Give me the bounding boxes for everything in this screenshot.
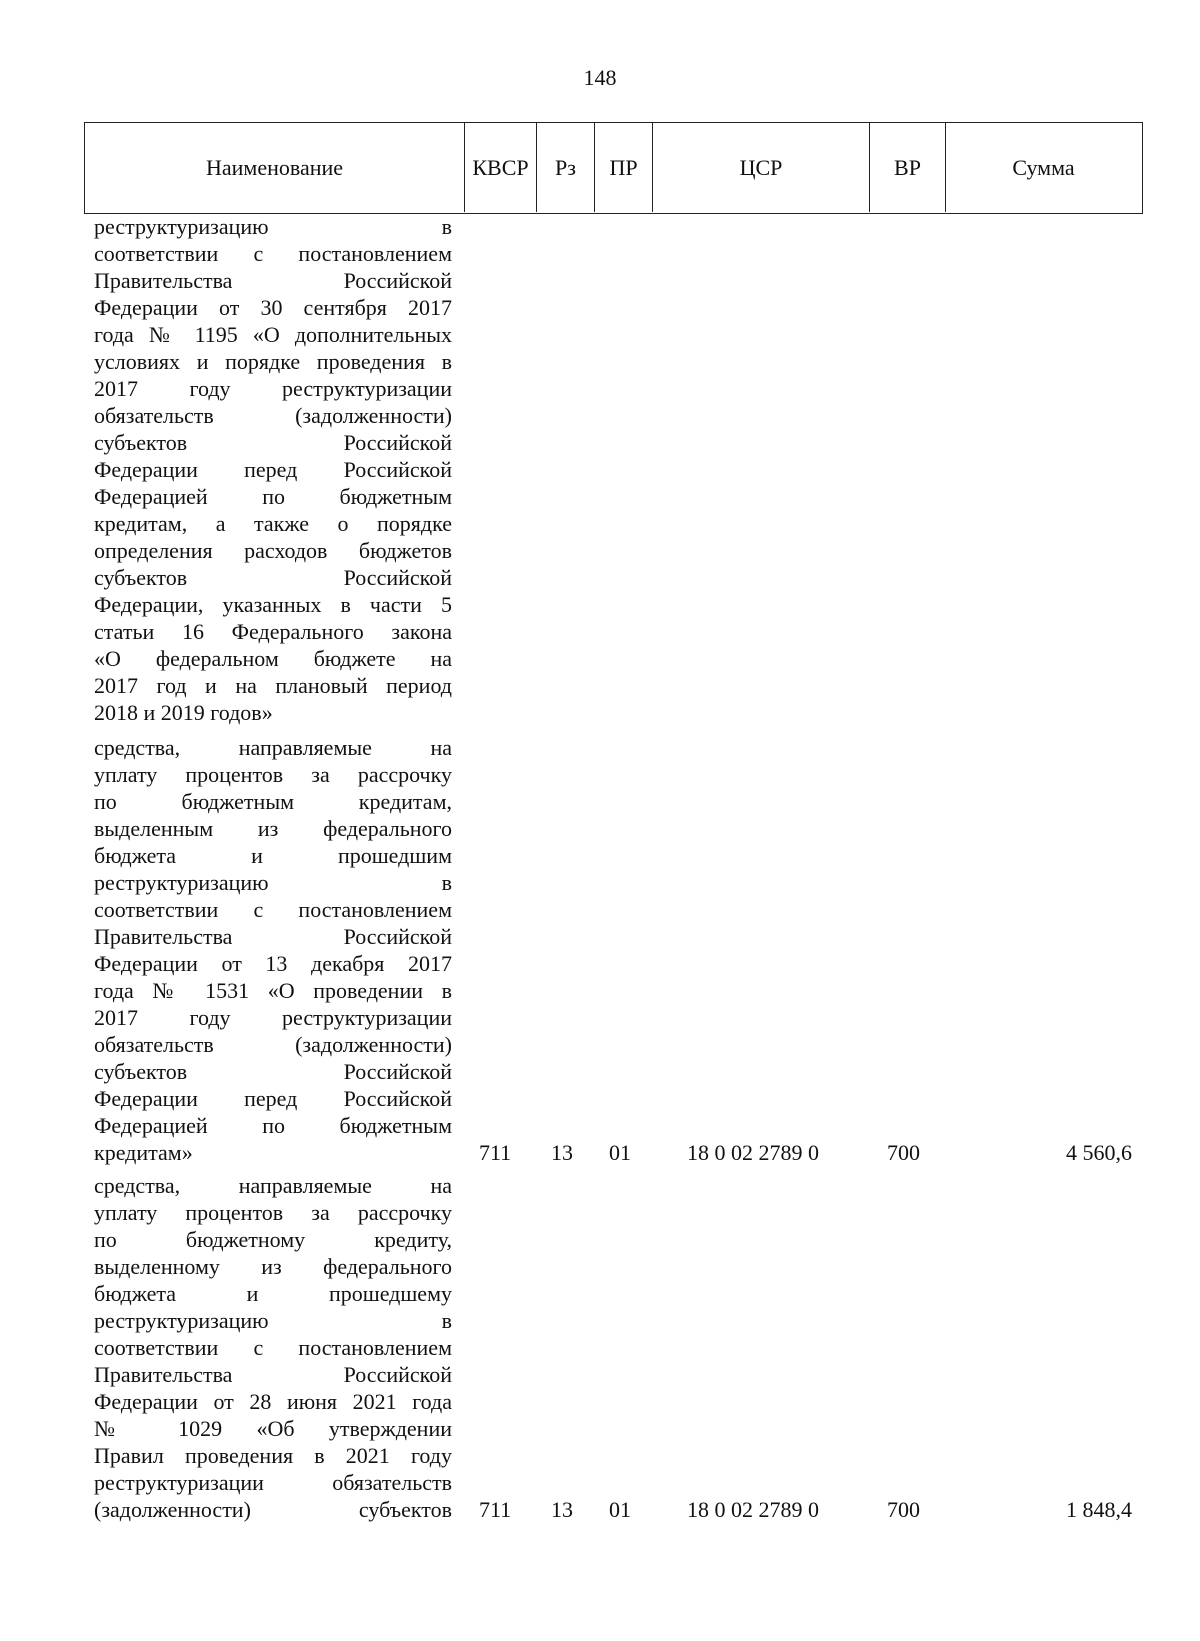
cell-sum: 1 848,4 <box>1066 1497 1132 1522</box>
name-line: 2017 году реструктуризации <box>94 376 452 401</box>
name-line: Федерации перед Российской <box>94 1086 452 1111</box>
row-name-text <box>94 1172 452 1523</box>
name-line: Федерацией по бюджетным <box>94 484 452 509</box>
name-line: кредитам, а также о порядке <box>94 511 452 536</box>
name-line: Правительства Российской <box>94 1362 452 1387</box>
name-line: выделенному из федерального <box>94 1254 452 1279</box>
name-line: кредитам» <box>94 1140 193 1165</box>
table-row <box>0 1496 1200 1523</box>
name-line: 2017 году реструктуризации <box>94 1005 452 1030</box>
name-line: субъектов Российской <box>94 565 452 590</box>
name-line: 2018 и 2019 годов» <box>94 700 273 725</box>
cell-pr: 01 <box>609 1140 631 1165</box>
header-csr: ЦСР <box>739 154 783 180</box>
name-line: уплату процентов за рассрочку <box>94 1200 452 1225</box>
name-line: бюджета и прошедшим <box>94 843 452 868</box>
table-row <box>0 1139 1200 1166</box>
name-line: определения расходов бюджетов <box>94 538 452 563</box>
name-line: бюджета и прошедшему <box>94 1281 452 1306</box>
name-line: года № 1195 «О дополнительных <box>94 322 452 347</box>
name-line: № 1029 «Об утверждении <box>94 1416 452 1441</box>
name-line: обязательств (задолженности) <box>94 403 452 428</box>
name-line: статьи 16 Федерального закона <box>94 619 452 644</box>
page-number: 148 <box>583 65 617 90</box>
cell-pr: 01 <box>609 1497 631 1522</box>
name-line: Правительства Российской <box>94 268 452 293</box>
cell-kvsr: 711 <box>479 1140 512 1165</box>
name-line: субъектов Российской <box>94 1059 452 1084</box>
name-line: Федерации перед Российской <box>94 457 452 482</box>
header-kvsr: КВСР <box>472 154 529 180</box>
row-name-text <box>94 734 452 1166</box>
name-line: Федерацией по бюджетным <box>94 1113 452 1138</box>
name-line: Федерации, указанных в части 5 <box>94 592 452 617</box>
name-line: выделенным из федерального <box>94 816 452 841</box>
name-line: Правительства Российской <box>94 924 452 949</box>
header-pr: ПР <box>609 154 638 180</box>
header-vr: ВР <box>894 154 921 180</box>
name-line: «О федеральном бюджете на <box>94 646 452 671</box>
name-line: условиях и порядке проведения в <box>94 349 452 374</box>
name-line: соответствии с постановлением <box>94 1335 452 1360</box>
cell-vr: 700 <box>887 1497 920 1522</box>
name-line: года № 1531 «О проведении в <box>94 978 452 1003</box>
name-line: соответствии с постановлением <box>94 897 452 922</box>
row-name-text <box>94 213 452 726</box>
header-rz: Рз <box>555 154 576 180</box>
name-line: реструктуризацию в <box>94 1308 452 1333</box>
cell-rz: 13 <box>551 1497 573 1522</box>
name-line: уплату процентов за рассрочку <box>94 762 452 787</box>
name-line: обязательств (задолженности) <box>94 1032 452 1057</box>
name-line: Федерации от 28 июня 2021 года <box>94 1389 452 1414</box>
cell-csr: 18 0 02 2789 0 <box>687 1140 819 1165</box>
cell-rz: 13 <box>551 1140 573 1165</box>
name-line: средства, направляемые на <box>94 735 452 760</box>
cell-vr: 700 <box>887 1140 920 1165</box>
name-line: реструктуризации обязательств <box>94 1470 452 1495</box>
name-line: Правил проведения в 2021 году <box>94 1443 452 1468</box>
name-line: реструктуризацию в <box>94 214 452 239</box>
header-sum: Сумма <box>1012 154 1075 180</box>
cell-sum: 4 560,6 <box>1066 1140 1132 1165</box>
name-line: субъектов Российской <box>94 430 452 455</box>
name-line: по бюджетному кредиту, <box>94 1227 452 1252</box>
name-line: (задолженности) субъектов <box>94 1497 452 1522</box>
cell-csr: 18 0 02 2789 0 <box>687 1497 819 1522</box>
name-line: реструктуризацию в <box>94 870 452 895</box>
name-line: 2017 год и на плановый период <box>94 673 452 698</box>
name-line: средства, направляемые на <box>94 1173 452 1198</box>
header-name: Наименование <box>205 154 344 180</box>
table-header <box>84 122 1143 214</box>
name-line: Федерации от 30 сентября 2017 <box>94 295 452 320</box>
name-line: Федерации от 13 декабря 2017 <box>94 951 452 976</box>
cell-kvsr: 711 <box>479 1497 512 1522</box>
name-line: по бюджетным кредитам, <box>94 789 452 814</box>
name-line: соответствии с постановлением <box>94 241 452 266</box>
